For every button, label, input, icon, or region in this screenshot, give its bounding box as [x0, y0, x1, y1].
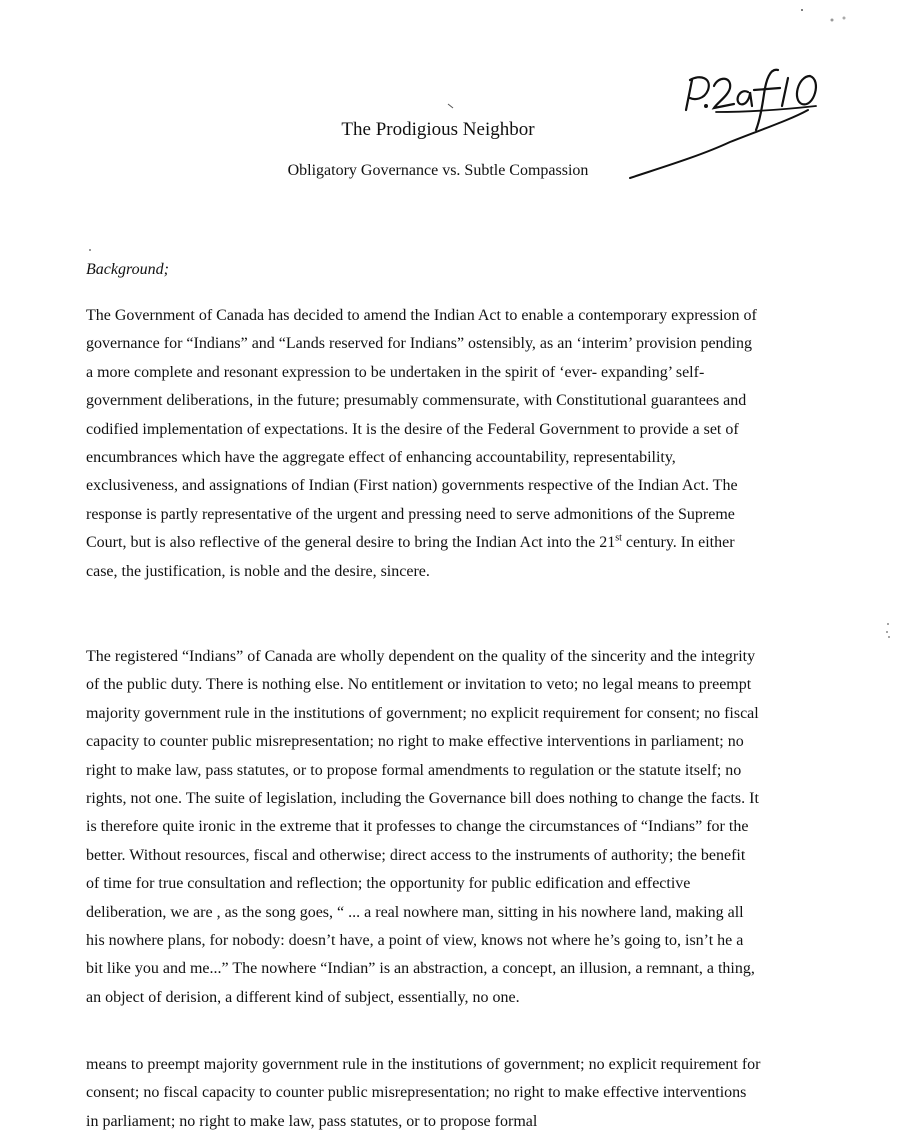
paragraph-text: century. In either case, the justification, is noble and the desire, sincere.: [86, 534, 735, 580]
section-heading: Background;: [86, 261, 169, 278]
paragraph-registered-indians: The registered “Indians” of Canada are wholly dependent on the quality of the sincerity and the integrity of the public duty. There is nothing else. No entitlement or invitation to veto; no legal means to preempt majority government rule in the institutions of government; no explicit requirement for consent; no fiscal capacity to counter public misrepresentation; no right to make effective interventions in parliament; no right to make law, pass statutes, or to propose formal amendments to regulation or the statute itself; no rights, not one. The suite of legislation, including the Governance bill does nothing to change the facts. It is therefore quite ironic in the extreme that it professes to change the circumstances of “Indians” for the better. Without resources, fiscal and otherwise; direct access to the instruments of authority; the benefit of time for true consultation and reflection; the opportunity for public edification and effective deliberation, we are , as the song goes, “ ... a real nowhere man, sitting in his nowhere land, making all his nowhere plans, for nobody: doesn’t have, a point of view, knows not where he’s going to, isn’t he a bit like you and me...” The nowhere “Indian” is an abstraction, a concept, an illusion, a remnant, a thing, an object of derision, a different kind of subject, essentially, no one.: [86, 648, 759, 1006]
paragraph-background: [86, 302, 762, 586]
scan-artifact-dot: [88, 248, 92, 252]
paragraph-continuation: means to preempt majority government rule in the institutions of government; no explicit requirement for consent; no fiscal capacity to counter public misrepresentation; no right to make effective interventions in parliament; no right to make law, pass statutes, or to propose formal: [86, 1056, 761, 1130]
scan-artifact-mark: [884, 620, 892, 640]
paragraph-text: The Government of Canada has decided to amend the Indian Act to enable a contemporary expression of governance for “Indians” and “Lands reserved for Indians” ostensibly, as an ‘interim’ provision pending a more complete and resonant expression to be undertaken in the spirit of ‘ever- expanding’ self-government deliberations, in the future; presumably commensurate, with Constitutional guarantees and codified implementation of expectations. It is the desire of the Federal Government to provide a set of encumbrances which have the aggregate effect of enhancing accountability, representability, exclusiveness, and assignations of Indian (First nation) governments respective of the Indian Act. The response is partly representative of the urgent and pressing need to serve admonitions of the Supreme Court, but is also reflective of the general desire to bring the Indian Act into the 21: [86, 307, 757, 552]
scan-artifact-mark: [800, 6, 860, 26]
ordinal-superscript: st: [615, 532, 622, 544]
scan-artifact-dot: [447, 102, 455, 110]
document-subtitle: Obligatory Governance vs. Subtle Compassion: [287, 162, 589, 179]
document-title: The Prodigious Neighbor: [341, 119, 535, 140]
